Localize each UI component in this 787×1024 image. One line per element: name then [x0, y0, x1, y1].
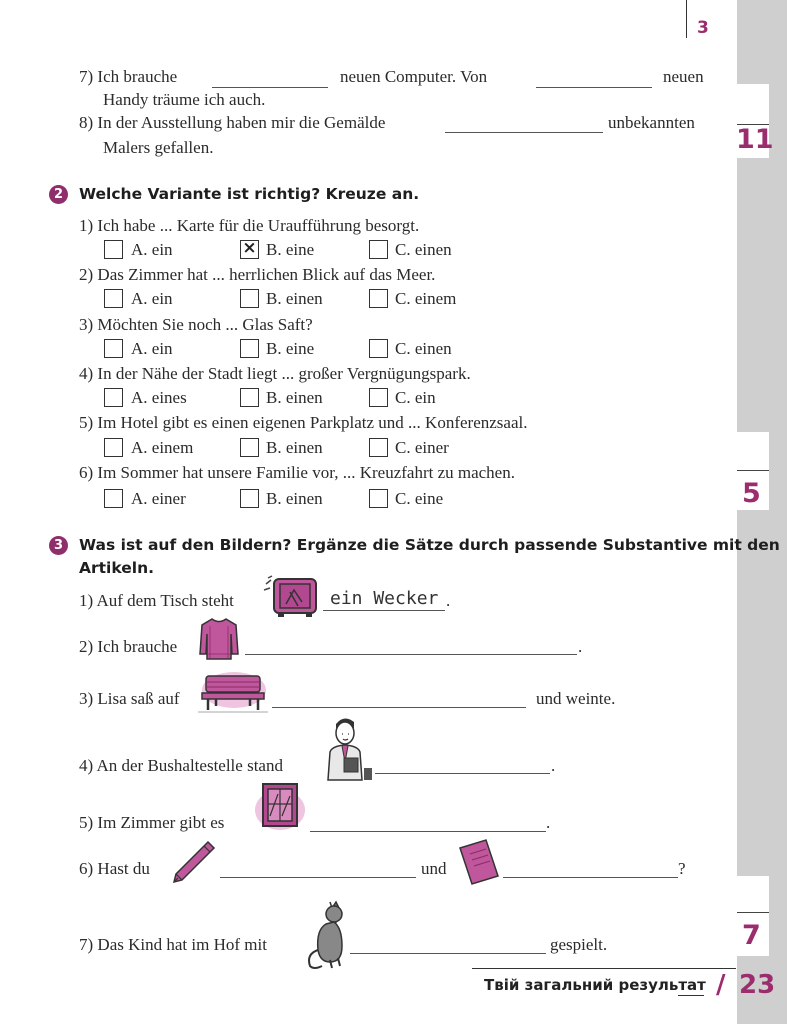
checkbox-c[interactable]: [369, 438, 388, 457]
t1-s7-part3: neuen: [663, 67, 704, 86]
t3-s4-blank[interactable]: [375, 773, 550, 774]
t3-s1-blank: [323, 610, 445, 611]
checkbox-b[interactable]: [240, 289, 259, 308]
t3-s6-blank1[interactable]: [220, 877, 416, 878]
footer-divider: [472, 968, 736, 969]
t3-s2-blank[interactable]: [245, 654, 577, 655]
option-c-label: C. einer: [395, 438, 449, 457]
question-text: 6) Im Sommer hat unsere Familie vor, ... Kreuzfahrt zu machen.: [79, 463, 515, 482]
option-b-label: B. eine: [266, 339, 315, 358]
sweater-picture: [198, 616, 240, 662]
bench-picture: [198, 668, 268, 716]
t1-s8-part1: 8) In der Ausstellung haben mir die Gemälde: [79, 113, 386, 132]
option-c-label: C. einen: [395, 339, 452, 358]
checkbox-a[interactable]: [104, 289, 123, 308]
question-text: 5) Im Hotel gibt es einen eigenen Parkplatz und ... Konferenzsaal.: [79, 413, 528, 432]
option-c-label: C. ein: [395, 388, 436, 407]
checkbox-a[interactable]: [104, 240, 123, 259]
option-c-label: C. einen: [395, 240, 452, 259]
checkbox-c[interactable]: [369, 240, 388, 259]
t3-s3-blank[interactable]: [272, 707, 526, 708]
checkbox-c[interactable]: [369, 289, 388, 308]
t3-s1-answer[interactable]: ein Wecker: [330, 588, 439, 609]
t1-s7-part1: 7) Ich brauche: [79, 67, 178, 86]
notebook-picture: [456, 838, 500, 886]
checkbox-a[interactable]: [104, 489, 123, 508]
option-a-label: A. einer: [131, 489, 186, 508]
score-line-3: [737, 912, 769, 913]
question-text: 1) Ich habe ... Karte für die Uraufführung besorgt.: [79, 216, 420, 235]
t1-s7-part2: neuen Computer. Von: [340, 67, 488, 86]
window-picture: [254, 782, 306, 832]
question-text: 3) Möchten Sie noch ... Glas Saft?: [79, 315, 313, 334]
option-b-label: B. einen: [266, 289, 323, 308]
checkbox-a[interactable]: [104, 388, 123, 407]
t3-s6-end: ?: [678, 859, 686, 878]
checkbox-c[interactable]: [369, 339, 388, 358]
task2-number: 2: [49, 185, 68, 204]
t1-s8-part2: unbekannten: [608, 113, 695, 132]
option-b-label: B. einen: [266, 489, 323, 508]
question-text: 2) Das Zimmer hat ... herrlichen Blick auf das Meer.: [79, 265, 436, 284]
checkbox-a[interactable]: [104, 438, 123, 457]
checkbox-b[interactable]: [240, 339, 259, 358]
total-max-score: 23: [739, 970, 776, 1000]
option-a-label: A. ein: [131, 339, 173, 358]
t3-s5-blank[interactable]: [310, 831, 546, 832]
t3-s4-text: 4) An der Bushaltestelle stand: [79, 756, 283, 775]
score-task1: 11: [736, 124, 774, 155]
total-slash: /: [716, 970, 726, 1000]
task2-title: Welche Variante ist richtig? Kreuze an.: [79, 185, 420, 203]
t3-s2-text: 2) Ich brauche: [79, 637, 178, 656]
t3-s6-blank2[interactable]: [503, 877, 678, 878]
t3-s1-end: .: [446, 591, 451, 610]
total-result-blank[interactable]: [678, 995, 704, 996]
task3-title-line2: Artikeln.: [79, 559, 155, 577]
t3-s3-end: und weinte.: [536, 689, 616, 708]
total-result-label: Твій загальний результат: [484, 976, 706, 994]
t3-s6-mid: und: [421, 859, 447, 878]
option-c-label: C. eine: [395, 489, 444, 508]
t3-s5-end: .: [546, 813, 551, 832]
option-a-label: A. eines: [131, 388, 187, 407]
t1-s7-blank1[interactable]: [212, 87, 328, 88]
option-b-label: B. einen: [266, 438, 323, 457]
checkbox-a[interactable]: [104, 339, 123, 358]
question-text: 4) In der Nähe der Stadt liegt ... großer Vergnügungspark.: [79, 364, 471, 383]
t3-s2-end: .: [578, 637, 583, 656]
option-b-label: B. eine: [266, 240, 315, 259]
t1-s7-part4: Handy träume ich auch.: [103, 90, 266, 109]
t3-s7-end: gespielt.: [550, 935, 608, 954]
t3-s3-text: 3) Lisa saß auf: [79, 689, 180, 708]
task3-number: 3: [49, 536, 68, 555]
checkbox-b[interactable]: [240, 438, 259, 457]
option-a-label: A. ein: [131, 289, 173, 308]
t1-s7-blank2[interactable]: [536, 87, 652, 88]
score-task2: 5: [742, 478, 761, 509]
pencil-picture: [170, 838, 218, 886]
t3-s5-text: 5) Im Zimmer gibt es: [79, 813, 225, 832]
t3-s7-text: 7) Das Kind hat im Hof mit: [79, 935, 267, 954]
t1-s8-blank[interactable]: [445, 132, 603, 133]
option-a-label: A. einem: [131, 438, 194, 457]
checkbox-b[interactable]: [240, 388, 259, 407]
t3-s1-text: 1) Auf dem Tisch steht: [79, 591, 234, 610]
task3-title-line1: Was ist auf den Bildern? Ergänze die Sätze durch passende Substantive mit den: [79, 536, 780, 554]
t3-s7-blank[interactable]: [350, 953, 546, 954]
score-line-2: [737, 470, 769, 471]
alarm-clock-picture: [262, 574, 320, 618]
page-number-divider: [686, 0, 687, 38]
cat-picture: [300, 898, 350, 970]
score-task3: 7: [742, 920, 761, 951]
t3-s4-end: .: [551, 756, 556, 775]
checkbox-c[interactable]: [369, 489, 388, 508]
page-number: 3: [697, 18, 709, 38]
man-picture: [322, 714, 372, 782]
option-c-label: C. einem: [395, 289, 457, 308]
checkbox-c[interactable]: [369, 388, 388, 407]
option-b-label: B. einen: [266, 388, 323, 407]
t3-s6-text: 6) Hast du: [79, 859, 150, 878]
t1-s8-part3: Malers gefallen.: [103, 138, 214, 157]
checkbox-b[interactable]: [240, 489, 259, 508]
checkbox-b-checked[interactable]: [240, 240, 259, 259]
option-a-label: A. ein: [131, 240, 173, 259]
